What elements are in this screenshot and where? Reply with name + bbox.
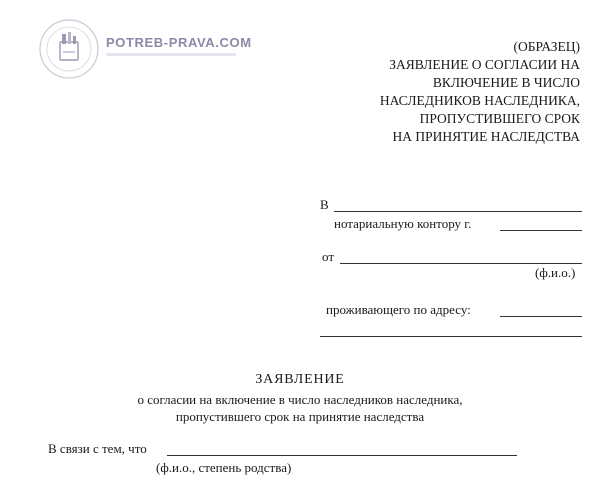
residing-label: проживающего по адресу: [326,302,471,317]
brand-tagline-bar [106,53,236,56]
intro-text: В связи с тем, что [48,441,147,456]
from-prefix: от [322,249,335,264]
statement-subtitle-line1: о согласии на включение в число наследников наследника, [137,392,463,407]
notary-city-blank-line[interactable] [500,230,582,231]
header-line: ПРОПУСТИВШЕГО СРОК [419,111,580,126]
header-line: ЗАЯВЛЕНИЕ О СОГЛАСИИ НА [389,57,580,72]
statement-subtitle-line2: пропустившего срок на принятие наследства [175,409,425,424]
address-blank-line-1[interactable] [500,316,582,317]
document-header [300,38,580,146]
potreb-prava-seal-logo [38,18,100,80]
to-prefix: В [320,197,329,212]
header-line-sample: (ОБРАЗЕЦ) [513,39,580,54]
fio-hint: (ф.и.о.) [535,265,576,280]
header-line: НА ПРИНЯТИЕ НАСЛЕДСТВА [392,129,580,144]
notary-label: нотариальную контору г. [334,216,472,231]
brand-name[interactable]: POTREB-PRAVA.COM [106,35,252,50]
heir-name-blank-line[interactable] [167,455,517,456]
header-line: ВКЛЮЧЕНИЕ В ЧИСЛО [432,75,580,90]
recipient-blank-line[interactable] [334,211,582,212]
intro-hint: (ф.и.о., степень родства) [156,460,292,475]
statement-title: ЗАЯВЛЕНИЕ [255,372,345,387]
header-line: НАСЛЕДНИКОВ НАСЛЕДНИКА, [379,93,580,108]
applicant-name-blank-line[interactable] [340,263,582,264]
address-blank-line-2[interactable] [320,336,582,337]
